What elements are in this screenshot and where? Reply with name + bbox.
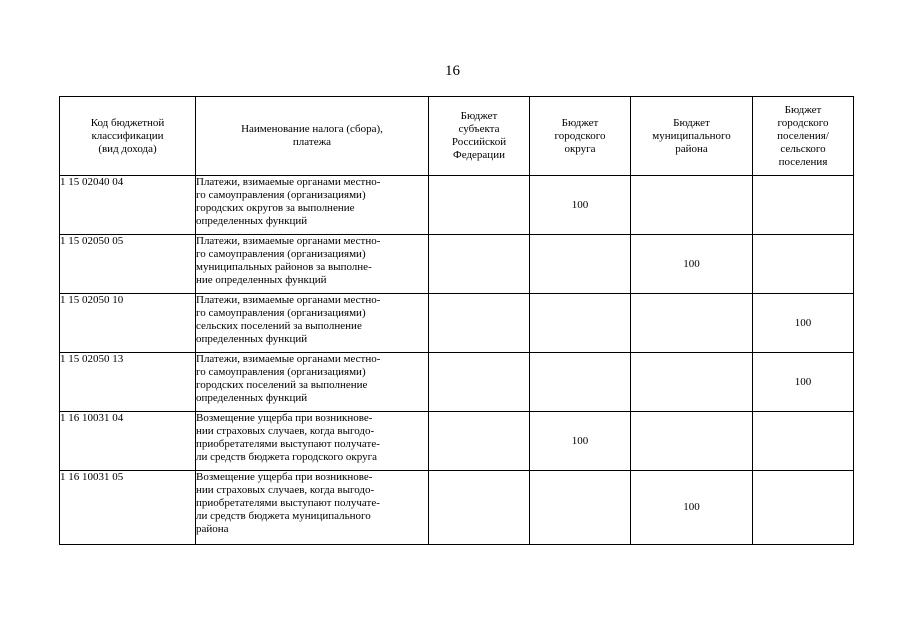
city-district-budget-share [530,235,631,294]
table-row [60,471,854,545]
payment-name: Платежи, взимаемые органами местно- го самоуправления (организациями) муниципальных районов за выполне- ние определенных функций [196,235,429,294]
payment-name: Платежи, взимаемые органами местно- го самоуправления (организациями) городских поселений за выполнение определенных функций [196,353,429,412]
page-number: 16 [445,63,460,79]
income-code: 1 16 10031 04 [60,412,196,471]
settlement-budget-share [753,235,854,294]
table-row [60,412,854,471]
income-code: 1 16 10031 05 [60,471,196,545]
settlement-budget-share [753,471,854,545]
settlement-budget-share [753,412,854,471]
subject-budget-share [429,235,530,294]
municipal-district-budget-share: 100 [631,235,753,294]
city-district-budget-share: 100 [530,412,631,471]
payment-name: Платежи, взимаемые органами местно- го самоуправления (организациями) городских округов за выполнение определенных функций [196,176,429,235]
income-code: 1 15 02040 04 [60,176,196,235]
municipal-district-budget-share [631,353,753,412]
settlement-budget-share: 100 [753,294,854,353]
subject-budget-share [429,412,530,471]
city-district-budget-share [530,471,631,545]
table-row [60,294,854,353]
municipal-district-budget-share [631,294,753,353]
settlement-budget-share [753,176,854,235]
subject-budget-share [429,176,530,235]
header-subject-budget: Бюджет субъекта Российской Федерации [429,97,530,176]
municipal-district-budget-share [631,412,753,471]
income-code: 1 15 02050 13 [60,353,196,412]
city-district-budget-share [530,353,631,412]
header-municipal-district-budget: Бюджет муниципального района [631,97,753,176]
header-settlement-budget: Бюджет городского поселения/ сельского поселения [753,97,854,176]
subject-budget-share [429,471,530,545]
city-district-budget-share: 100 [530,176,631,235]
table-row [60,176,854,235]
header-name: Наименование налога (сбора), платежа [196,97,429,176]
settlement-budget-share: 100 [753,353,854,412]
header-city-district-budget: Бюджет городского округа [530,97,631,176]
payment-name: Возмещение ущерба при возникнове- нии страховых случаев, когда выгодо- приобретателями выступают получате- ли средств бюджета муниципального района [196,471,429,545]
payment-name: Платежи, взимаемые органами местно- го самоуправления (организациями) сельских поселений за выполнение определенных функций [196,294,429,353]
municipal-district-budget-share: 100 [631,471,753,545]
payment-name: Возмещение ущерба при возникнове- нии страховых случаев, когда выгодо- приобретателями выступают получате- ли средств бюджета городского округа [196,412,429,471]
table-row [60,353,854,412]
budget-classification-table [59,96,854,545]
header-code: Код бюджетной классификации (вид дохода) [60,97,196,176]
income-code: 1 15 02050 10 [60,294,196,353]
income-code: 1 15 02050 05 [60,235,196,294]
subject-budget-share [429,353,530,412]
subject-budget-share [429,294,530,353]
table-row [60,235,854,294]
table-header-row [60,97,854,176]
municipal-district-budget-share [631,176,753,235]
city-district-budget-share [530,294,631,353]
